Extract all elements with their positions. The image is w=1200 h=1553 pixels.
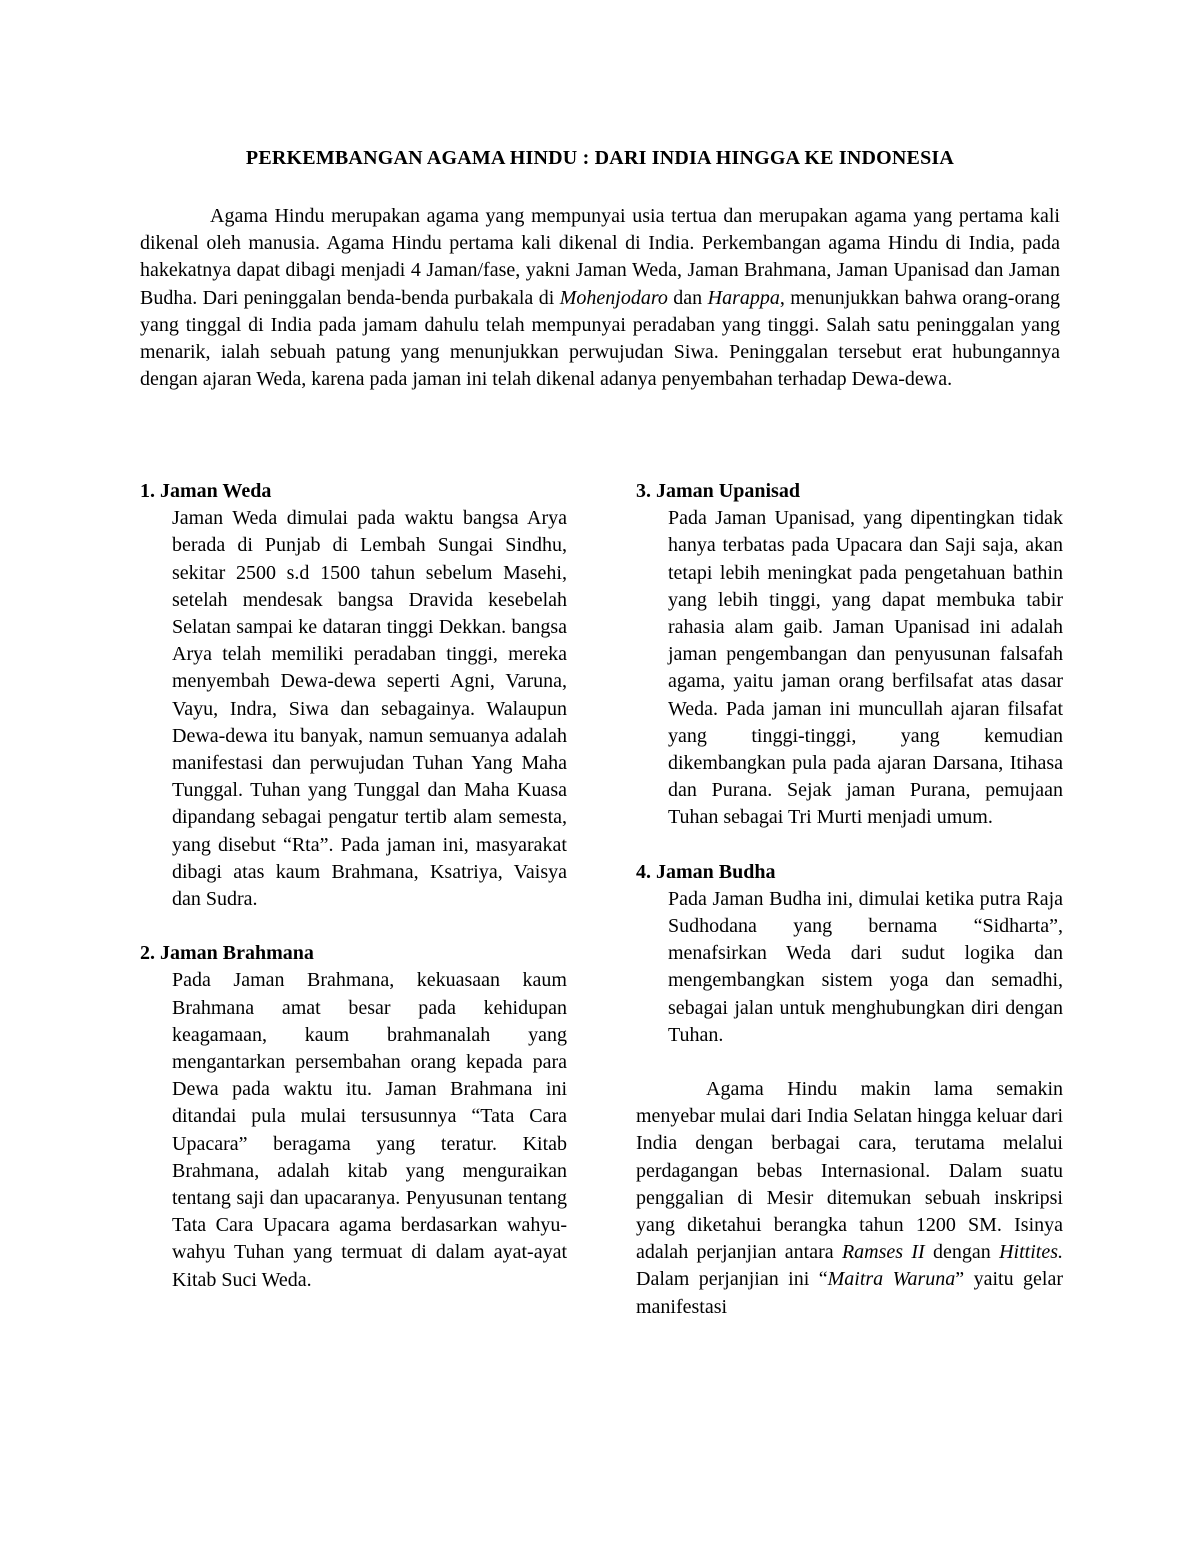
right-column xyxy=(636,478,1063,1321)
closing-italic-maitra-waruna: Maitra Waruna xyxy=(827,1268,956,1291)
section-body: Pada Jaman Budha ini, dimulai ketika putra Raja Sudhodana yang bernama “Sidharta”, menafsirkan Weda dari sudut logika dan mengembangkan sistem yoga dan semadhi, sebagai jalan untuk menghubungkan diri dengan Tuhan. xyxy=(668,887,1063,1046)
section-jaman-brahmana xyxy=(140,940,567,1294)
section-body: Pada Jaman Upanisad, yang dipentingkan tidak hanya terbatas pada Upacara dan Saji saja, akan tetapi lebih meningkat pada pengetahuan bathin yang lebih tinggi, yang dapat membuka tabir rahasia alam gaib. Jaman Upanisad ini adalah jaman pengembangan dan penyusunan falsafah agama, yaitu jaman orang berfilsafat atas dasar Weda. Pada jaman ini muncullah ajaran filsafat yang tinggi-tinggi, yang kemudian dikembangkan pula pada ajaran Darsana, Itihasa dan Purana. Sejak jaman Purana, pemujaan Tuhan sebagai Tri Murti menjadi umum. xyxy=(668,507,1063,829)
section-body: Pada Jaman Brahmana, kekuasaan kaum Brahmana amat besar pada kehidupan keagamaan, kaum brahmanalah yang mengantarkan persembahan orang kepada para Dewa pada waktu itu. Jaman Brahmana ini ditandai pula mulai tersusunnya “Tata Cara Upacara” beragama yang teratur. Kitab Brahmana, adalah kitab yang menguraikan tentang saji dan upacaranya. Penyusunan tentang Tata Cara Upacara agama berdasarkan wahyu-wahyu Tuhan yang termuat di dalam ayat-ayat Kitab Suci Weda. xyxy=(172,969,567,1291)
intro-text-3: , menunjukkan bahwa orang-orang yang tinggal di India pada jamam dahulu telah mempunyai peradaban yang tinggi. Salah satu peninggalan yang menarik, ialah sebuah patung yang menunjukkan perwujudan Siwa. Peninggalan tersebut erat hubungannya dengan ajaran Weda, karena pada jaman ini telah dikenal adanya penyembahan terhadap Dewa-dewa. xyxy=(140,286,1060,391)
section-jaman-upanisad xyxy=(636,478,1063,832)
closing-italic-hittites: Hittites. xyxy=(999,1241,1063,1264)
left-column xyxy=(140,478,567,1321)
closing-text-2: dengan xyxy=(924,1241,1000,1264)
intro-italic-mohenjodaro: Mohenjodaro xyxy=(559,286,668,309)
section-jaman-weda xyxy=(140,478,567,913)
section-heading: 4. Jaman Budha xyxy=(636,860,776,883)
intro-italic-harappa: Harappa xyxy=(707,286,780,309)
intro-text-1: Agama Hindu merupakan agama yang mempunyai usia tertua dan merupakan agama yang pertama kali dikenal oleh manusia. Agama Hindu pertama kali dikenal di India. Perkembangan agama Hindu di India, pada hakekatnya dapat dibagi menjadi 4 Jaman/fase, yakni Jaman Weda, Jaman Brahmana, Jaman Upanisad dan Jaman Budha. Dari peninggalan benda-benda purbakala di xyxy=(140,205,1060,309)
intro-text-2: dan xyxy=(667,286,708,309)
section-body: Jaman Weda dimulai pada waktu bangsa Arya berada di Punjab di Lembah Sungai Sindhu, sekitar 2500 s.d 1500 tahun sebelum Masehi, setelah mendesak bangsa Dravida kesebelah Selatan sampai ke dataran tinggi Dekkan. bangsa Arya telah memiliki peradaban tinggi, mereka menyembah Dewa-dewa seperti Agni, Varuna, Vayu, Indra, Siwa dan sebagainya. Walaupun Dewa-dewa itu banyak, namun semuanya adalah manifestasi dan perwujudan Tuhan Yang Maha Tunggal. Tuhan yang Tunggal dan Maha Kuasa dipandang sebagai pengatur tertib alam semesta, yang disebut “Rta”. Pada jaman ini, masyarakat dibagi atas kaum Brahmana, Ksatriya, Vaisya dan Sudra. xyxy=(172,507,567,911)
closing-text-4: ” yaitu gelar manifestasi xyxy=(636,1268,1063,1318)
section-heading: 3. Jaman Upanisad xyxy=(636,480,800,502)
document-title: PERKEMBANGAN AGAMA HINDU : DARI INDIA HINGGA KE INDONESIA xyxy=(245,147,955,169)
closing-paragraph xyxy=(636,1076,1063,1321)
section-heading: 2. Jaman Brahmana xyxy=(140,942,314,965)
closing-text-1: Agama Hindu makin lama semakin menyebar mulai dari India Selatan hingga keluar dari India dengan berbagai cara, terutama melalui perdagangan bebas Internasional. Dalam suatu penggalian di Mesir ditemukan sebuah inskripsi yang diketahui berangka tahun 1200 SM. Isinya adalah perjanjian antara xyxy=(636,1078,1063,1264)
section-heading: 1. Jaman Weda xyxy=(140,480,272,502)
section-jaman-budha xyxy=(636,859,1063,1049)
intro-paragraph xyxy=(140,203,1060,393)
closing-text-3: Dalam perjanjian ini “ xyxy=(636,1268,828,1291)
closing-italic-ramses: Ramses II xyxy=(841,1241,925,1264)
